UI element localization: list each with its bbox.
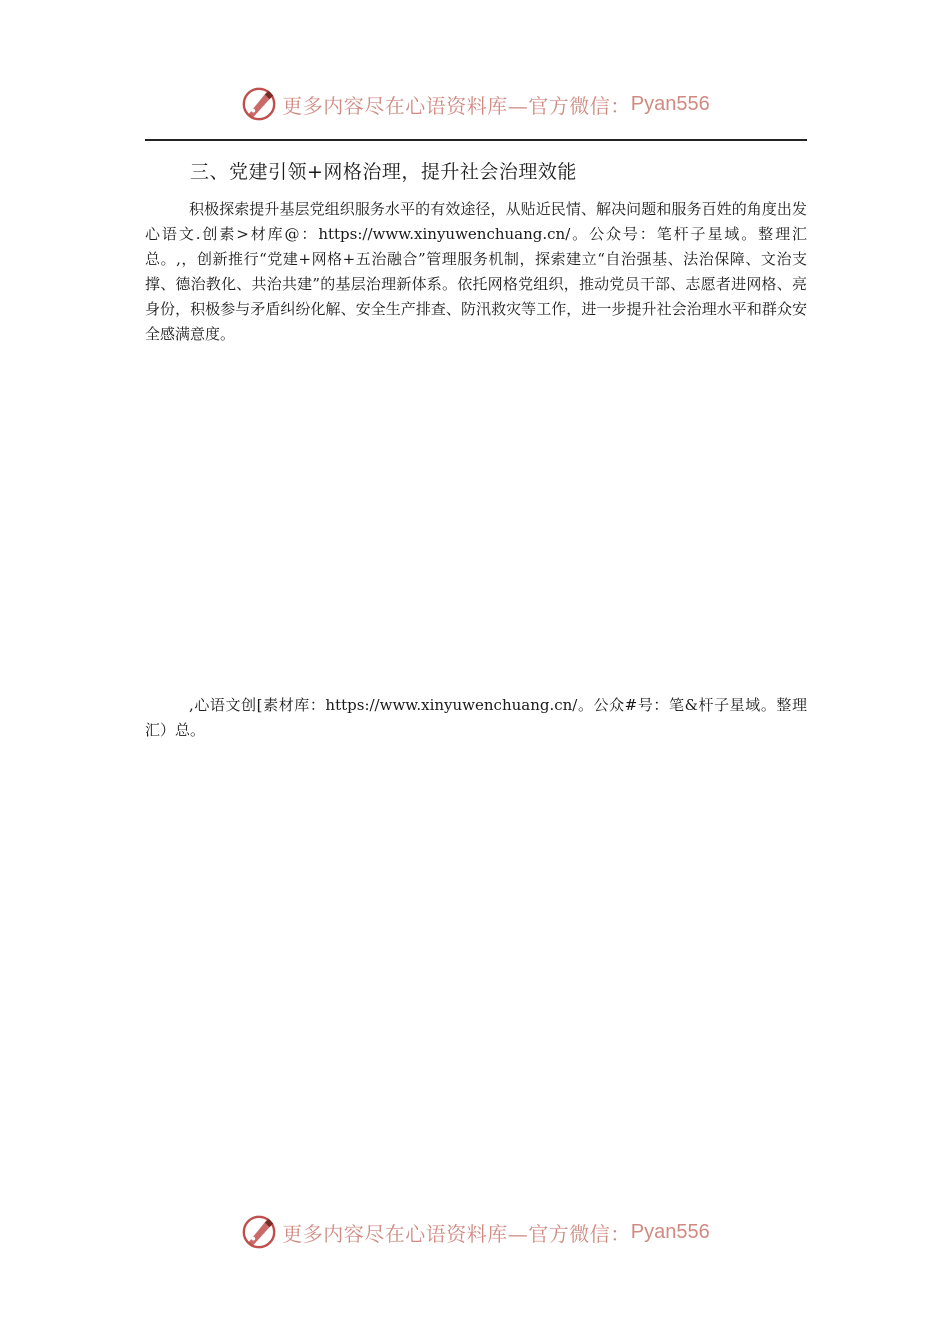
banner-text: 更多内容尽在心语资料库—官方微信： [282, 1221, 631, 1246]
header-banner [0, 82, 950, 126]
header-divider [145, 139, 807, 141]
body-paragraph-2: ,心语文创[素材库：https://www.xinyuwenchuang.cn/。公众#号：笔&杆子星域。整理汇）总。 [145, 696, 807, 739]
pen-logo-icon [240, 85, 278, 123]
pen-logo-icon [240, 1213, 278, 1251]
section-heading: 三、党建引领+网格治理，提升社会治理效能 [190, 161, 577, 183]
body-paragraph-1: 积极探索提升基层党组织服务水平的有效途径，从贴近民情、解决问题和服务百姓的角度出发心语文.创素>材库@：https://www.xinyuwenchuang.cn/。公众号：笔杆子星域。整理汇总。,，创新推行“党建+网格+五治融合”管理服务机制，探索建立“自治强基、法治保障、文治支撑、德治教化、共治共建”的基层治理新体系。依托网格党组织，推动党员干部、志愿者进网格、亮身份，积极参与矛盾纠纷化解、安全生产排查、防汛救灾等工作，进一步提升社会治理水平和群众安全感满意度。 [145, 200, 807, 343]
banner-text: 更多内容尽在心语资料库—官方微信： [282, 93, 631, 118]
footer-banner [0, 1210, 950, 1254]
banner-wechat-id: Pyan556 [630, 92, 710, 115]
banner-wechat-id: Pyan556 [630, 1220, 710, 1243]
